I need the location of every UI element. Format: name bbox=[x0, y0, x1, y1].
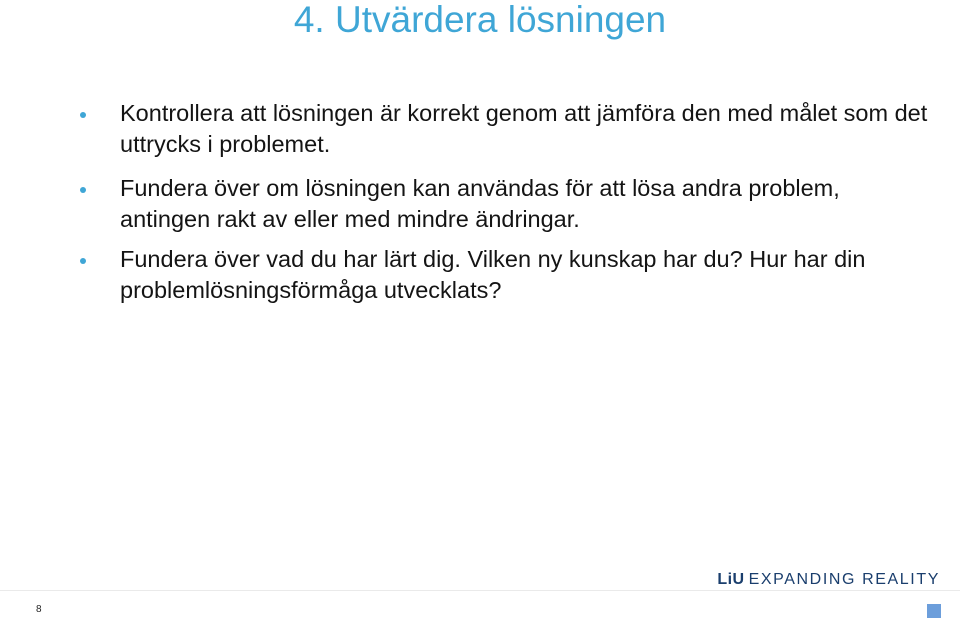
logo-tagline: EXPANDING REALITY bbox=[748, 571, 940, 588]
bullet-item bbox=[80, 98, 930, 160]
liu-logo bbox=[717, 571, 940, 591]
bullet-item bbox=[80, 244, 930, 306]
slide-number: 8 bbox=[36, 604, 42, 615]
bullet-item bbox=[80, 173, 930, 235]
logo-brand: LiU bbox=[717, 571, 745, 588]
slide-title: 4. Utvärdera lösningen bbox=[293, 0, 667, 40]
bullet-list bbox=[80, 98, 930, 306]
bullet-dot-icon bbox=[80, 112, 86, 118]
bullet-text: Kontrollera att lösningen är korrekt genom att jämföra den med målet som det uttrycks i problemet. bbox=[120, 100, 928, 157]
bullet-text: Fundera över om lösningen kan användas för att lösa andra problem, antingen rakt av eller med mindre ändringar. bbox=[120, 175, 840, 232]
bullet-dot-icon bbox=[80, 187, 86, 193]
bullet-dot-icon bbox=[80, 258, 86, 264]
corner-square-icon bbox=[927, 604, 941, 618]
bullet-text: Fundera över vad du har lärt dig. Vilken ny kunskap har du? Hur har din problemlösningsförmåga utvecklats? bbox=[120, 246, 866, 303]
